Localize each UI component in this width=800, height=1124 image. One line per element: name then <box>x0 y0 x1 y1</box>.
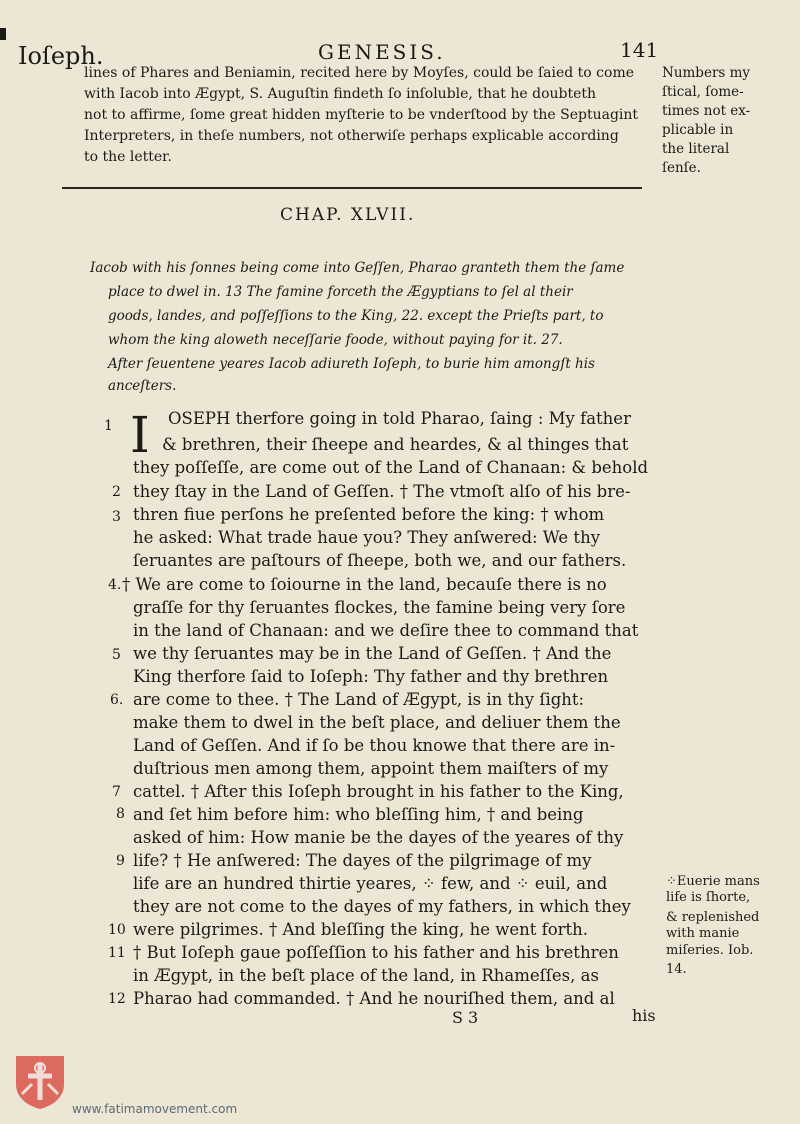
page-number: 141 <box>620 38 659 62</box>
intro-line: not to affirme, ſome great hidden myſterie to be vnderſtood by the Septuagint <box>84 107 639 123</box>
summary-line: Iacob with his ſonnes being come into Geſſen, Pharao granteth them the ſame <box>90 260 625 276</box>
intro-line: Interpreters, in theſe numbers, not otherwiſe perhaps explicable according <box>84 128 619 144</box>
margin-note-line: ſtical, ſome- <box>662 84 744 100</box>
side-note-line: with manie <box>666 926 740 941</box>
body-line: he asked: What trade haue you? They anſwered: We thy <box>133 528 601 547</box>
horizontal-rule <box>62 187 642 189</box>
margin-note-line: ſenſe. <box>662 160 701 176</box>
body-line: in Ægypt, in the beſt place of the land, in Rhameſſes, as <box>133 966 599 985</box>
body-line: they are not come to the dayes of my fathers, in which they <box>133 897 631 916</box>
verse-number: 10 <box>108 922 126 938</box>
body-line: in the land of Chanaan: and we deſire thee to command that <box>133 621 639 640</box>
margin-note-line: Numbers my <box>662 65 751 81</box>
corner-mark <box>0 28 6 40</box>
verse-number: 8 <box>116 806 125 822</box>
body-line: † But Ioſeph gaue poſſeſſion to his father and his brethren <box>133 943 619 962</box>
catchword: his <box>632 1006 656 1025</box>
body-line: are come to thee. † The Land of Ægypt, is in thy ſight: <box>133 690 585 709</box>
side-note-line: & replenished <box>666 910 760 925</box>
summary-line: whom the king aloweth neceſſarie foode, without paying for it. 27. <box>108 332 563 348</box>
body-line: † We are come to ſoiourne in the land, becauſe there is no <box>122 575 607 594</box>
body-line: Pharao had commanded. † And he nouriſhed them, and al <box>133 989 615 1008</box>
margin-note-line: plicable in <box>662 122 734 138</box>
body-line: life are an hundred thirtie yeares, ⁘ few, and ⁘ euil, and <box>133 874 608 893</box>
verse-number: 9 <box>116 853 125 869</box>
body-line: King therfore ſaid to Ioſeph: Thy father and thy brethren <box>133 667 609 686</box>
intro-line: with Iacob into Ægypt, S. Auguſtin findeth ſo inſoluble, that he doubteth <box>84 86 597 102</box>
body-line: thren fiue perſons he preſented before the king: † whom <box>133 505 605 524</box>
drop-cap: I <box>130 406 150 464</box>
summary-line: place to dwel in. 13 The famine forceth the Ægyptians to ſel al their <box>108 284 573 300</box>
verse-number: 4. <box>108 577 122 593</box>
body-line: cattel. † After this Ioſeph brought in his father to the King, <box>133 782 624 801</box>
body-line: life? † He anſwered: The dayes of the pilgrimage of my <box>133 851 592 870</box>
body-line: make them to dwel in the beſt place, and deliuer them the <box>133 713 621 732</box>
body-line: OSEPH therfore going in told Pharao, ſaing : My father <box>168 409 631 428</box>
verse-number: 12 <box>108 991 126 1007</box>
side-note-line: ⁘Euerie mans <box>666 874 760 889</box>
side-note-line: life is ſhorte, <box>666 890 751 905</box>
intro-line: to the letter. <box>84 149 172 165</box>
body-line: Land of Geſſen. And if ſo be thou knowe that there are in- <box>133 736 616 755</box>
body-line: they poſſeſſe, are come out of the Land of Chanaan: & behold <box>133 458 649 477</box>
watermark-url[interactable]: www.fatimamovement.com <box>72 1102 238 1116</box>
body-line: were pilgrimes. † And bleſſing the king, he went forth. <box>133 920 589 939</box>
verse-number: 3 <box>112 509 121 525</box>
side-note-line: miſeries. Iob. <box>666 943 754 958</box>
margin-note-line: times not ex- <box>662 103 751 119</box>
verse-number: 11 <box>108 945 126 961</box>
chapter-title: CHAP. XLVII. <box>280 205 416 225</box>
shield-logo-icon <box>14 1054 66 1110</box>
running-head-center: GENESIS. <box>318 40 446 64</box>
verse-number: 1 <box>104 418 113 434</box>
body-line: graſſe for thy ſeruantes flockes, the famine being very ſore <box>133 598 626 617</box>
verse-number: 6. <box>110 692 124 708</box>
verse-number: 2 <box>112 484 121 500</box>
summary-line: After ſeuentene yeares Iacob adiureth Ioſeph, to burie him amongſt his <box>108 356 595 372</box>
signature-mark: S 3 <box>452 1008 479 1027</box>
body-line: and ſet him before him: who bleſſing him, † and being <box>133 805 584 824</box>
body-line: ſeruantes are paſtours of ſheepe, both we, and our fathers. <box>133 551 627 570</box>
body-line: & brethren, their ſheepe and heardes, & al thinges that <box>162 435 629 454</box>
margin-note-line: the literal <box>662 141 730 157</box>
body-line: we thy ſeruantes may be in the Land of Geſſen. † And the <box>133 644 612 663</box>
running-head-left: Ioſeph. <box>18 42 104 70</box>
summary-line: anceſters. <box>108 378 177 394</box>
body-line: duſtrious men among them, appoint them maiſters of my <box>133 759 609 778</box>
verse-number: 5 <box>112 647 121 663</box>
intro-line: lines of Phares and Beniamin, recited here by Moyſes, could be ſaied to come <box>84 65 635 81</box>
side-note-line: 14. <box>666 962 687 977</box>
body-line: they ſtay in the Land of Geſſen. † The vtmoſt alſo of his bre- <box>133 482 631 501</box>
verse-number: 7 <box>112 784 121 800</box>
summary-line: goods, landes, and poſſeſſions to the King, 22. except the Prieſts part, to <box>108 308 604 324</box>
body-line: asked of him: How manie be the dayes of the yeares of thy <box>133 828 624 847</box>
